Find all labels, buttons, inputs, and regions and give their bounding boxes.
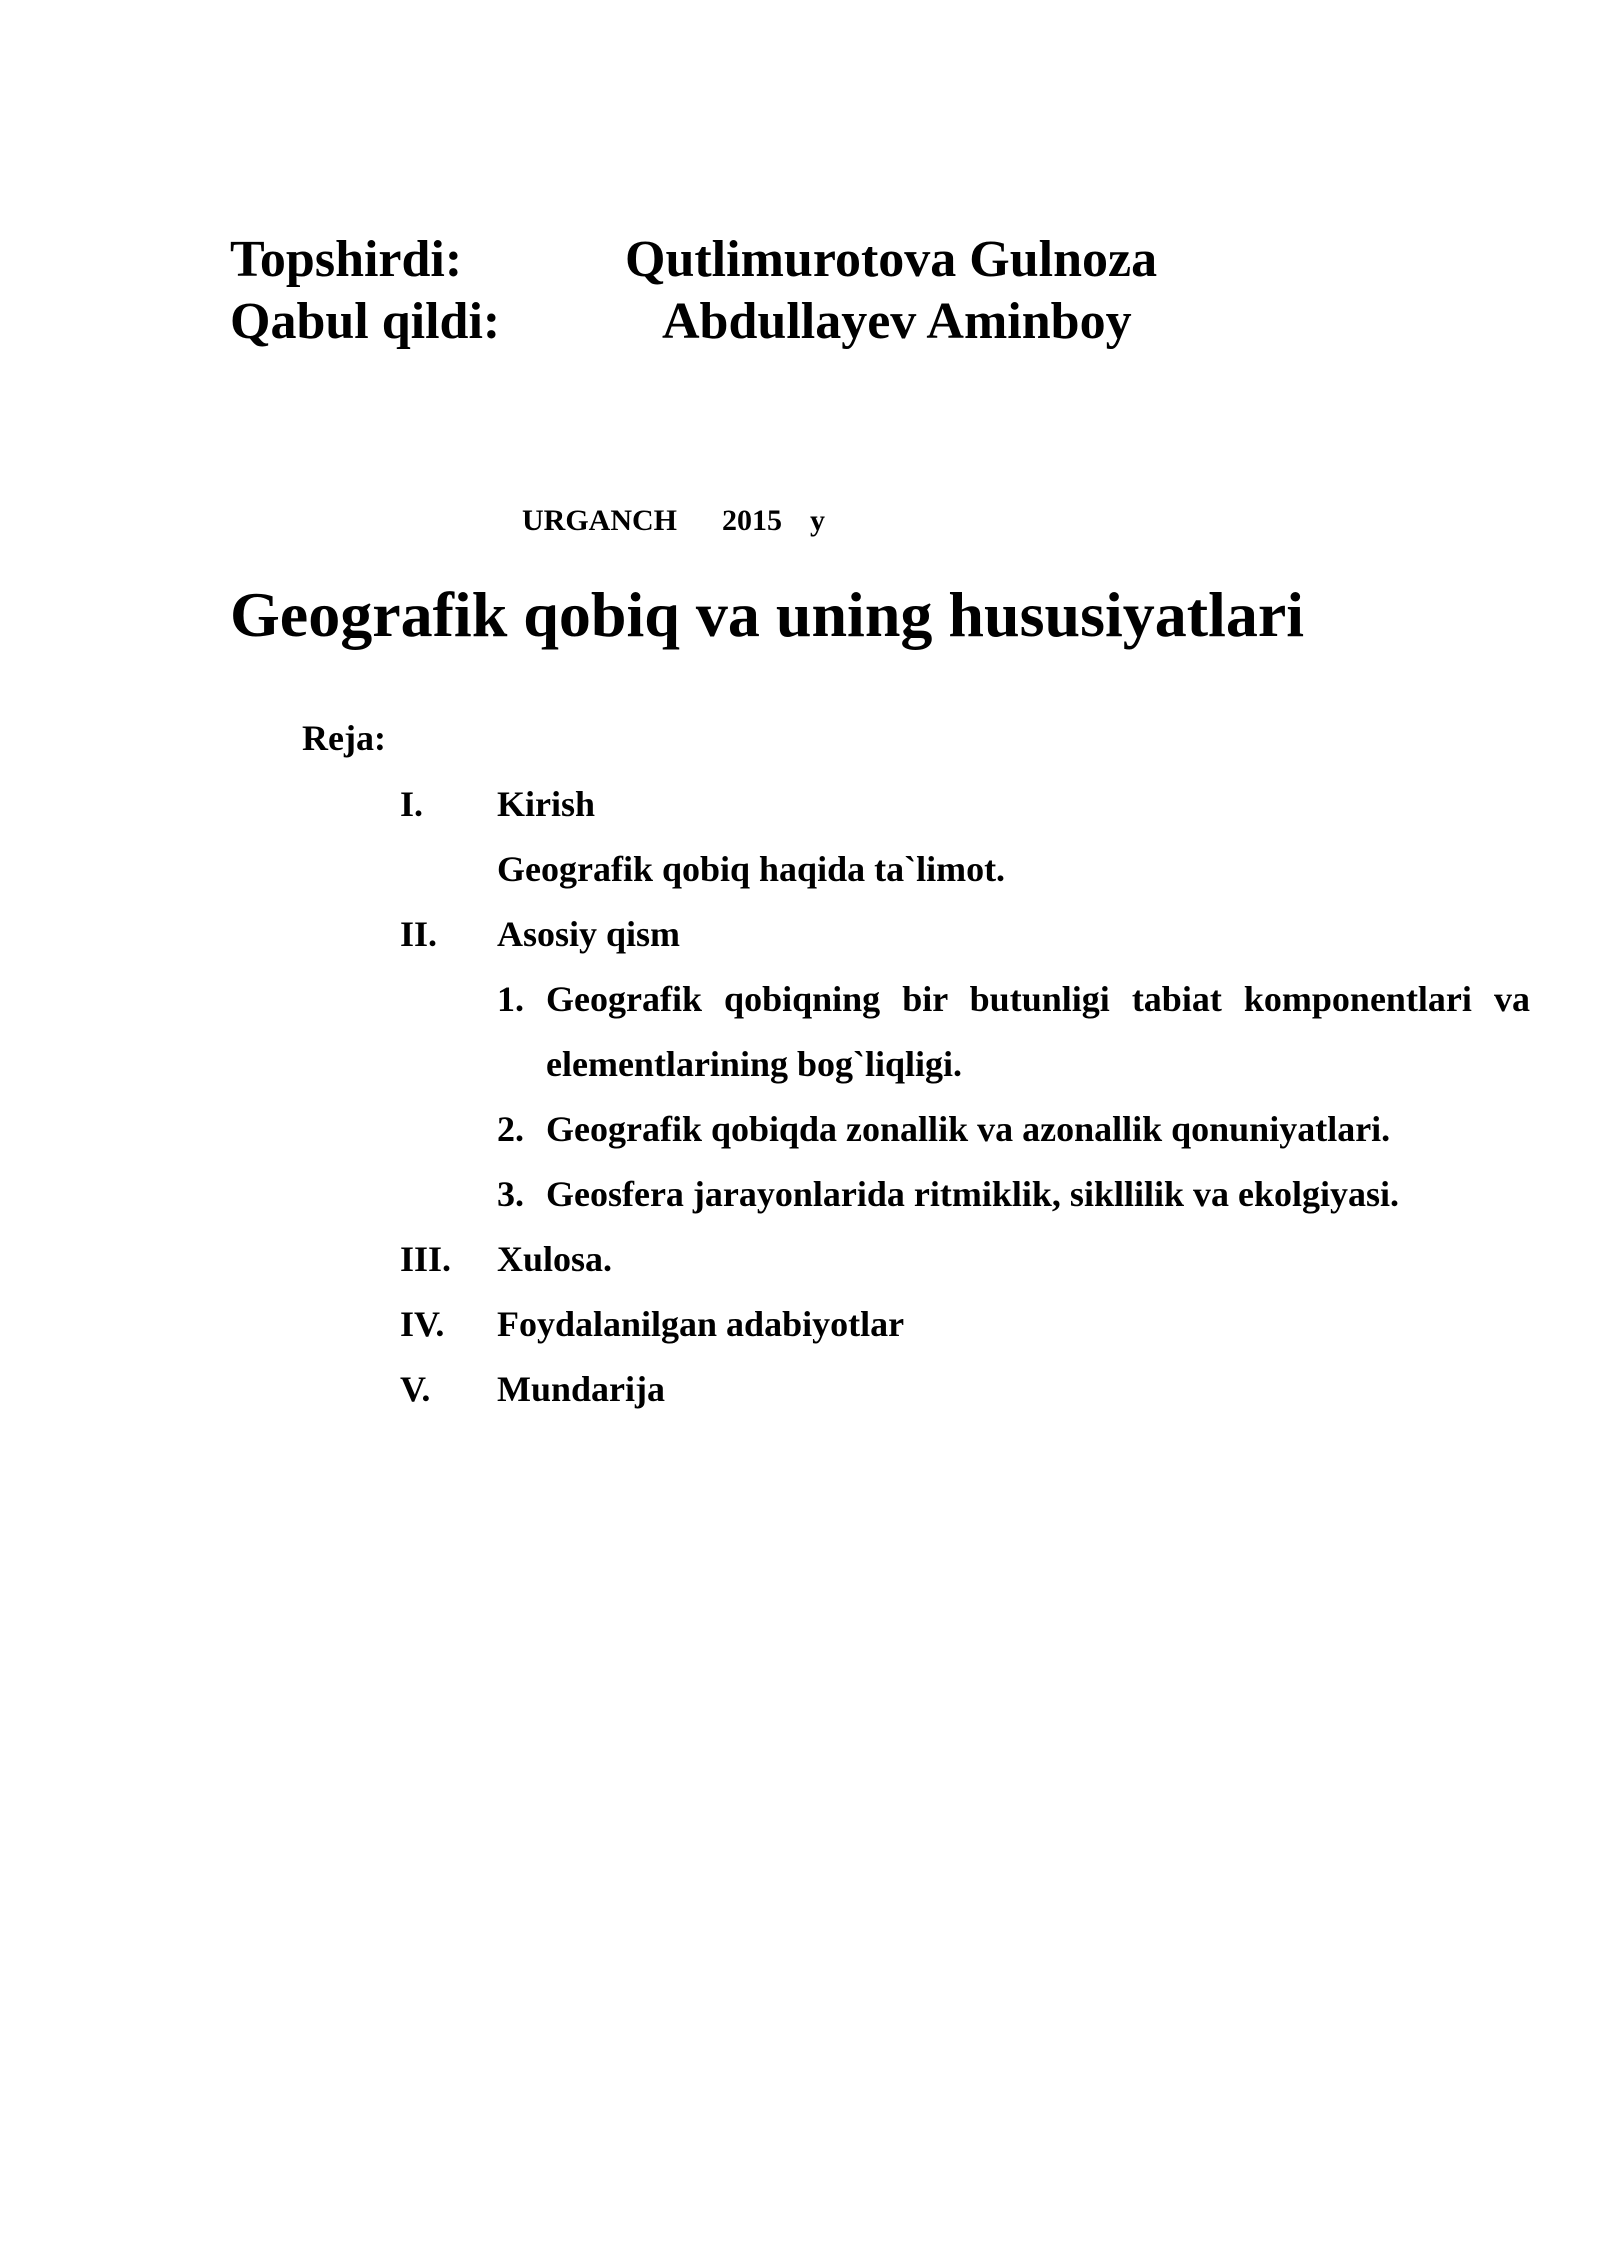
- plan-item-text: Asosiy qism: [497, 914, 681, 954]
- plan-item-text: Kirish: [497, 784, 596, 824]
- document-title: [230, 578, 1304, 652]
- year-suffix: y: [810, 504, 825, 537]
- subitem-text: Geografik qobiqda zonallik va azonallik qonuniyatlari.: [546, 1109, 1391, 1149]
- plan-item-number: I.: [400, 784, 424, 824]
- plan-item-number: III.: [400, 1239, 452, 1279]
- plan-item-text: Geografik qobiq haqida ta`limot.: [497, 849, 1006, 889]
- document-title-text: Geografik qobiq va uning hususiyatlari: [230, 579, 1305, 650]
- submitted-label: Topshirdi:: [230, 231, 463, 288]
- accepted-name: Abdullayev Aminboy: [662, 293, 1132, 350]
- subitem-number: 2.: [497, 1109, 524, 1149]
- plan-item-text: Xulosa.: [497, 1239, 613, 1279]
- subitem-text-continued: elementlarining bog`liqligi.: [546, 1044, 963, 1084]
- subitem-text: Geografik qobiqning bir butunligi tabiat komponentlari va: [546, 979, 1530, 1019]
- plan-item-text: Mundarija: [497, 1369, 666, 1409]
- plan-item-text: Foydalanilgan adabiyotlar: [497, 1304, 905, 1344]
- plan-item-number: IV.: [400, 1304, 445, 1344]
- accepted-label: Qabul qildi:: [230, 293, 501, 350]
- year-text: 2015: [722, 504, 782, 537]
- plan-item-number: V.: [400, 1369, 431, 1409]
- city-text: URGANCH: [522, 504, 677, 537]
- submitted-name: Qutlimurotova Gulnoza: [625, 231, 1158, 288]
- plan-heading: Reja:: [302, 718, 386, 758]
- subitem-number: 1.: [497, 979, 524, 1019]
- plan-item-number: II.: [400, 914, 438, 954]
- subitem-text: Geosfera jarayonlarida ritmiklik, sikllilik va ekolgiyasi.: [546, 1174, 1400, 1214]
- subitem-number: 3.: [497, 1174, 524, 1214]
